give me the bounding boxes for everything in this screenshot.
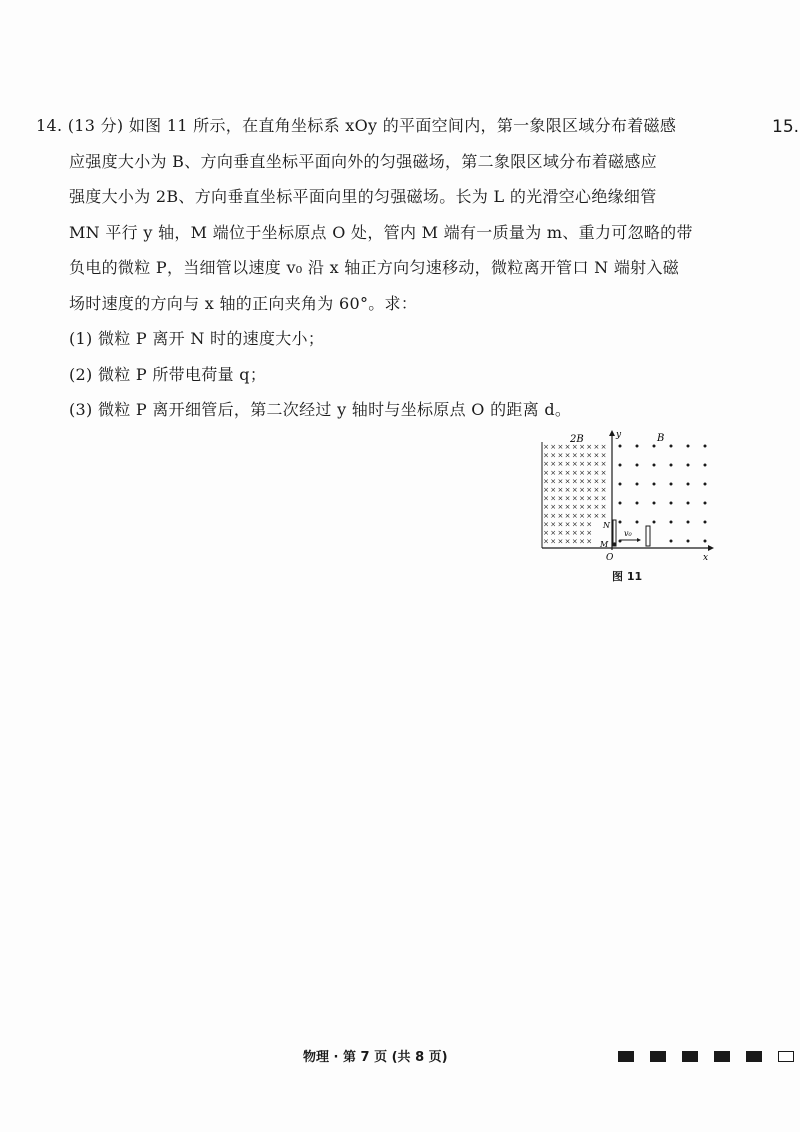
field-cross-mark: × [564,468,571,477]
field-cross-mark: × [593,477,600,486]
field-cross-mark: × [557,468,564,477]
field-cross-mark: × [593,451,600,460]
question-line-2: 应强度大小为 B、方向垂直坐标平面向外的匀强磁场，第二象限区域分布着磁感应 [69,151,657,171]
field-cross-mark: × [543,529,549,537]
field-cross-mark: × [564,460,571,469]
field-cross-mark: × [586,443,593,451]
field-cross-mark: × [564,537,571,546]
field-cross-mark: × [564,486,571,494]
field-cross-mark: × [586,486,593,494]
field-dot-mark [687,540,690,543]
field-cross-mark: × [579,468,585,477]
field-cross-mark: × [550,460,557,469]
field-cross-mark: × [600,468,607,477]
field-cross-mark: × [579,503,585,512]
field-cross-mark: × [571,477,578,486]
field-cross-mark: × [579,520,585,529]
field-dot-mark [704,540,707,543]
field-cross-mark: × [579,451,585,460]
origin-label: O [606,553,614,563]
field-cross-mark: × [543,477,549,486]
question-line-6: 场时速度的方向与 x 轴的正向夹角为 60°。求： [69,293,418,313]
field-cross-mark: × [586,529,593,537]
field-cross-mark: × [600,503,607,512]
page-footer: 物理 · 第 7 页 (共 8 页) [303,1050,448,1065]
field-cross-mark: × [571,529,578,537]
field-cross-mark: × [564,529,571,537]
field-dot-mark [653,445,656,448]
outward-field-dots [619,445,707,543]
field-cross-mark: × [564,477,571,486]
field-dot-mark [704,464,707,467]
field-dot-mark [619,521,622,524]
field-cross-mark: × [564,520,571,529]
field-cross-mark: × [543,520,549,529]
field-cross-mark: × [550,529,557,537]
field-dot-mark [704,445,707,448]
field-dot-mark [636,445,639,448]
field-cross-mark: × [557,451,564,460]
field-cross-mark: × [550,486,557,494]
field-cross-mark: × [571,486,578,494]
field-dot-mark [670,445,673,448]
field-cross-mark: × [586,494,593,503]
field-cross-mark: × [593,511,600,520]
sub-question-1: (1) 微粒 P 离开 N 时的速度大小； [69,329,325,348]
field-dot-mark [687,502,690,505]
field-cross-mark: × [550,468,557,477]
field-cross-mark: × [557,503,564,512]
field-cross-mark: × [571,468,578,477]
field-dot-mark [704,521,707,524]
field-cross-mark: × [600,494,607,503]
field-cross-mark: × [564,451,571,460]
field-cross-mark: × [579,443,585,451]
figure-11-diagram [540,428,715,588]
field-cross-mark: × [543,494,549,503]
field-cross-mark: × [571,451,578,460]
field-dot-mark [636,521,639,524]
field-dot-mark [687,521,690,524]
field-cross-mark: × [543,443,549,451]
field-cross-mark: × [593,460,600,469]
field-dot-mark [704,502,707,505]
field-cross-mark: × [550,503,557,512]
field-cross-mark: × [550,451,557,460]
field-cross-mark: × [600,443,607,451]
field-cross-mark: × [579,537,585,546]
field-cross-mark: × [557,494,564,503]
question-line-3: 强度大小为 2B、方向垂直坐标平面向里的匀强磁场。长为 L 的光滑空心绝缘细管 [69,187,657,206]
field-dot-mark [636,464,639,467]
field-dot-mark [619,445,622,448]
field-cross-mark: × [579,460,585,469]
field-dot-mark [687,464,690,467]
field-cross-mark: × [593,486,600,494]
field-cross-mark: × [600,511,607,520]
tube-moved [646,526,650,546]
field-cross-mark: × [593,468,600,477]
scan-mark [746,1051,762,1062]
field-cross-mark: × [543,460,549,469]
question-line-4: MN 平行 y 轴，M 端位于坐标原点 O 处，管内 M 端有一质量为 m、重力可忽略的带 [69,222,693,242]
field-cross-mark: × [564,503,571,512]
field-dot-mark [670,521,673,524]
field-dot-mark [670,502,673,505]
scan-marks [618,1049,794,1063]
field-cross-mark: × [564,494,571,503]
field-cross-mark: × [586,460,593,469]
field-dot-mark [704,483,707,486]
tube-at-origin [613,520,616,546]
right-field-label: B [657,433,665,444]
field-cross-mark: × [557,460,564,469]
field-cross-mark: × [571,494,578,503]
field-cross-mark: × [600,486,607,494]
y-axis-arrow [609,430,615,436]
question-line-1: 14. (13 分) 如图 11 所示，在直角坐标系 xOy 的平面空间内，第一象限区域分布着磁感 [36,116,677,135]
field-cross-mark: × [557,477,564,486]
n-label: N [603,521,610,530]
x-axis-label: x [703,553,709,563]
scan-mark [618,1051,634,1062]
field-dot-mark [653,464,656,467]
field-cross-mark: × [593,503,600,512]
field-cross-mark: × [579,486,585,494]
figure-caption: 图 11 [612,570,643,583]
field-cross-mark: × [550,443,557,451]
field-cross-mark: × [593,443,600,451]
field-cross-mark: × [600,460,607,469]
field-cross-mark: × [571,460,578,469]
field-dot-mark [670,483,673,486]
inward-field-crosses [543,443,606,546]
scan-mark [714,1051,730,1062]
field-cross-mark: × [550,511,557,520]
x-axis-arrow [708,545,714,551]
field-dot-mark [653,502,656,505]
next-question-number: 15. [772,117,800,137]
field-cross-mark: × [543,511,549,520]
field-cross-mark: × [586,537,593,546]
scan-mark-hollow [778,1051,794,1062]
velocity-label: v₀ [624,529,632,538]
field-dot-mark [636,502,639,505]
scan-mark [682,1051,698,1062]
field-cross-mark: × [586,511,593,520]
question-line-5: 负电的微粒 P，当细管以速度 v₀ 沿 x 轴正方向匀速移动，微粒离开管口 N 端射入磁 [69,258,680,277]
field-dot-mark [687,483,690,486]
field-cross-mark: × [557,529,564,537]
field-cross-mark: × [586,477,593,486]
field-cross-mark: × [543,486,549,494]
field-cross-mark: × [564,443,571,451]
field-dot-mark [619,483,622,486]
m-label: M [600,540,609,549]
field-cross-mark: × [550,494,557,503]
velocity-arrowhead [637,538,641,542]
field-cross-mark: × [579,511,585,520]
field-dot-mark [653,483,656,486]
question-14 [36,108,726,428]
field-cross-mark: × [550,537,557,546]
sub-question-2: (2) 微粒 P 所带电荷量 q； [69,364,267,384]
field-cross-mark: × [550,477,557,486]
field-cross-mark: × [600,451,607,460]
field-cross-mark: × [557,443,564,451]
field-cross-mark: × [571,443,578,451]
field-cross-mark: × [586,451,593,460]
field-cross-mark: × [571,537,578,546]
y-axis-label: y [616,430,622,440]
field-cross-mark: × [600,477,607,486]
field-cross-mark: × [543,503,549,512]
field-cross-mark: × [586,503,593,512]
field-cross-mark: × [586,468,593,477]
field-cross-mark: × [571,503,578,512]
field-cross-mark: × [579,477,585,486]
field-cross-mark: × [579,494,585,503]
field-cross-mark: × [571,520,578,529]
field-cross-mark: × [557,486,564,494]
field-dot-mark [687,445,690,448]
field-cross-mark: × [543,451,549,460]
field-dot-mark [619,502,622,505]
field-dot-mark [670,464,673,467]
field-dot-mark [670,540,673,543]
field-cross-mark: × [543,468,549,477]
field-cross-mark: × [557,511,564,520]
field-dot-mark [636,483,639,486]
left-field-label: 2B [570,434,584,445]
field-dot-mark [619,464,622,467]
field-cross-mark: × [550,520,557,529]
sub-question-3: (3) 微粒 P 离开细管后，第二次经过 y 轴时与坐标原点 O 的距离 d。 [69,400,572,419]
particle-p [613,542,616,545]
field-cross-mark: × [543,537,549,546]
field-cross-mark: × [564,511,571,520]
field-cross-mark: × [586,520,593,529]
field-cross-mark: × [557,537,564,546]
field-cross-mark: × [593,494,600,503]
field-cross-mark: × [571,511,578,520]
field-dot-mark [653,521,656,524]
field-cross-mark: × [557,520,564,529]
scan-mark [650,1051,666,1062]
field-cross-mark: × [579,529,585,537]
